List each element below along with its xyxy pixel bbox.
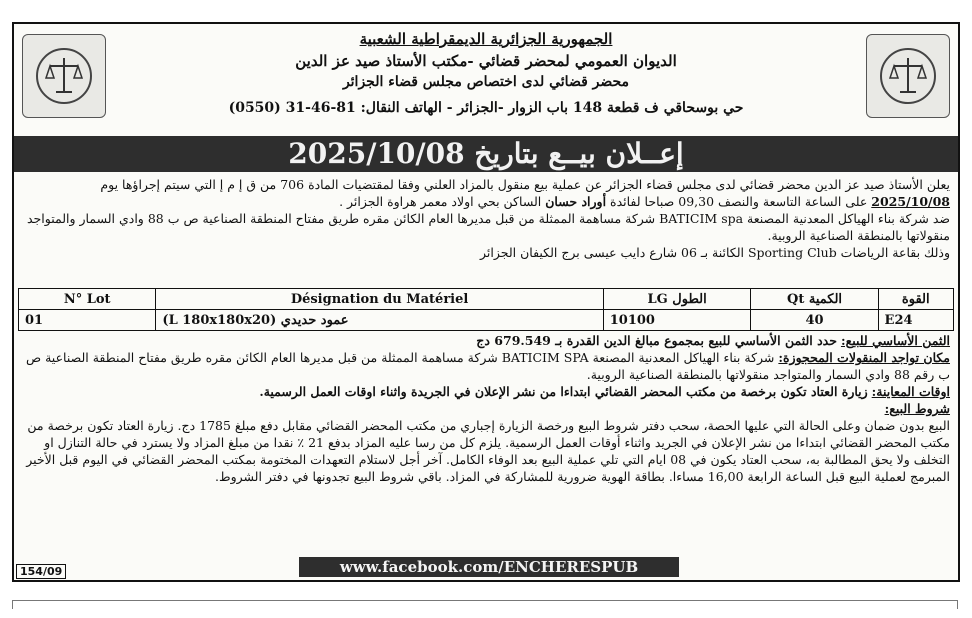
- inspection-label: اوقات المعاينة:: [871, 384, 950, 399]
- conditions-label: شروط البيع:: [884, 401, 950, 416]
- facebook-url[interactable]: www.facebook.com/ENCHERESPUB: [299, 557, 679, 577]
- beneficiary: أوراد حسان: [545, 194, 607, 209]
- office-title: الديوان العمومي لمحضر قضائي -مكتب الأستاذ صيد عز الدين: [295, 52, 677, 70]
- conditions-text: البيع بدون ضمان وعلى الحالة التي عليها الحصة، سحب دفتر شروط البيع ورخصة الزيارة إجباري من مكتب المحضر القضائي مقابل دفع مبلغ 1785 دج. زيارة العتاد تكون برخصة من مكتب المحضر القضائي ابتداءا من نشر الإعلان في الجريد واثناء أوقات العمل الرسمية. يلزم كل من رسا عليه المزاد بدفع 21 ٪ نقدا من مبلغ المزاد ولا يسترد في حالة التنازل او التخلف ولا يحق المطالبة به، سحب العتاد يكون في 08 ايام التي تلي عملية البيع بعد الوفاء الكامل. آخر أجل لاستلام التعهدات المختومة بمكتب المحضر القضائي في اليوم قبل الأخير المبرمج لعملية البيع قبل الساعة الرابعة 16,00 مساءا. بطاقة الهوية ضرورية للمشاركة في المزاد. باقي شروط البيع تجدونها في دفتر الشروط.: [26, 418, 950, 484]
- col-qt: Qt الكمية: [751, 289, 878, 310]
- announcement-frame: [12, 22, 960, 582]
- lots-table: [18, 288, 954, 331]
- price-label: الثمن الأساسي للبيع:: [840, 333, 950, 348]
- price-text: حدد الثمن الأساسي للبيع بمجموع مبالغ الدين القدرة بـ 679.549 دج: [476, 333, 837, 348]
- venue-text: وذلك بقاعة الرياضات Sporting Club الكائنة بـ 06 شارع دايب عيسى برج الكيفان الجزائر: [480, 245, 950, 260]
- cell-qt: 40: [751, 310, 878, 331]
- intro-text: يعلن الأستاذ صيد عز الدين محضر قضائي لدى مجلس قضاء الجزائر عن عملية بيع منقول بالمزاد العلني وفقا لمقتضيات المادة 706 من ق إ م إ التي سيتم إجراؤها يوم 2025/10/08 على الساعة التاسعة والنصف 09,30 صباحا لفائدة أوراد حسان الساكن بحي اولاد معمر هراوة الجزائر . ضد شركة بناء الهياكل المعدنية المصنعة BATICIM spa شركة مساهمة الممثلة من قبل مديرها العام الكائن مقره طريق مفتاح المنطقة الصناعية ص ب 88 وادي السمار والمتواجد منقولاتها بالمنطقة الصناعية الروبية. وذلك بقاعة الرياضات Sporting Club الكائنة بـ 06 شارع دايب عيسى برج الكيفان الجزائر: [27, 177, 950, 260]
- jurisdiction: محضر قضائي لدى اختصاص مجلس قضاء الجزائر: [342, 74, 630, 90]
- republic-title: الجمهورية الجزائرية الديمقراطية الشعبية: [359, 30, 613, 48]
- next-ad-border: [12, 600, 958, 609]
- sale-banner: إعــلان بيــع بتاريخ 2025/10/08: [14, 136, 958, 172]
- reference-number: 154/09: [16, 564, 66, 579]
- cell-nlot: 01: [19, 310, 156, 331]
- sale-date: 2025/10/08: [871, 194, 950, 209]
- location-label: مكان تواجد المنقولات المحجوزة:: [778, 350, 950, 365]
- table-header-row: [19, 289, 954, 310]
- col-force: القوة: [878, 289, 953, 310]
- debtor-text: ضد شركة بناء الهياكل المعدنية المصنعة BATICIM spa شركة مساهمة الممثلة من قبل مديرها العام الكائن مقره طريق مفتاح المنطقة الصناعية ص ب 88 وادي السمار والمتواجد منقولاتها بالمنطقة الصناعية الروبية.: [27, 211, 950, 243]
- inspection-text: زيارة العتاد تكون برخصة من مكتب المحضر القضائي ابتداءا من نشر الإعلان في الجريدة واثناء اوقات العمل الرسمية.: [259, 384, 868, 399]
- col-nlot: N° Lot: [19, 289, 156, 310]
- col-lg: LG الطول: [603, 289, 751, 310]
- table-row: [19, 310, 954, 331]
- col-designation: Désignation du Matériel: [156, 289, 603, 310]
- cell-lg: 10100: [603, 310, 751, 331]
- location-text: شركة بناء الهياكل المعدنية المصنعة BATICIM SPA شركة مساهمة الممثلة من قبل مديرها العام الكائن مقره طريق مفتاح المنطقة الصناعية ص ب رقم 88 وادي السمار والمتواجد منقولاتها بالمنطقة الصناعية الروبية.: [26, 350, 950, 382]
- sale-details: [22, 332, 950, 485]
- cell-force: E24: [878, 310, 953, 331]
- cell-designation: عمود حديدي (L 180x180x20): [156, 310, 603, 331]
- address-phone: حي بوسحاقي ف قطعة 148 باب الزوار -الجزائر - الهاتف النقال: 81-46-31 (0550): [228, 100, 744, 116]
